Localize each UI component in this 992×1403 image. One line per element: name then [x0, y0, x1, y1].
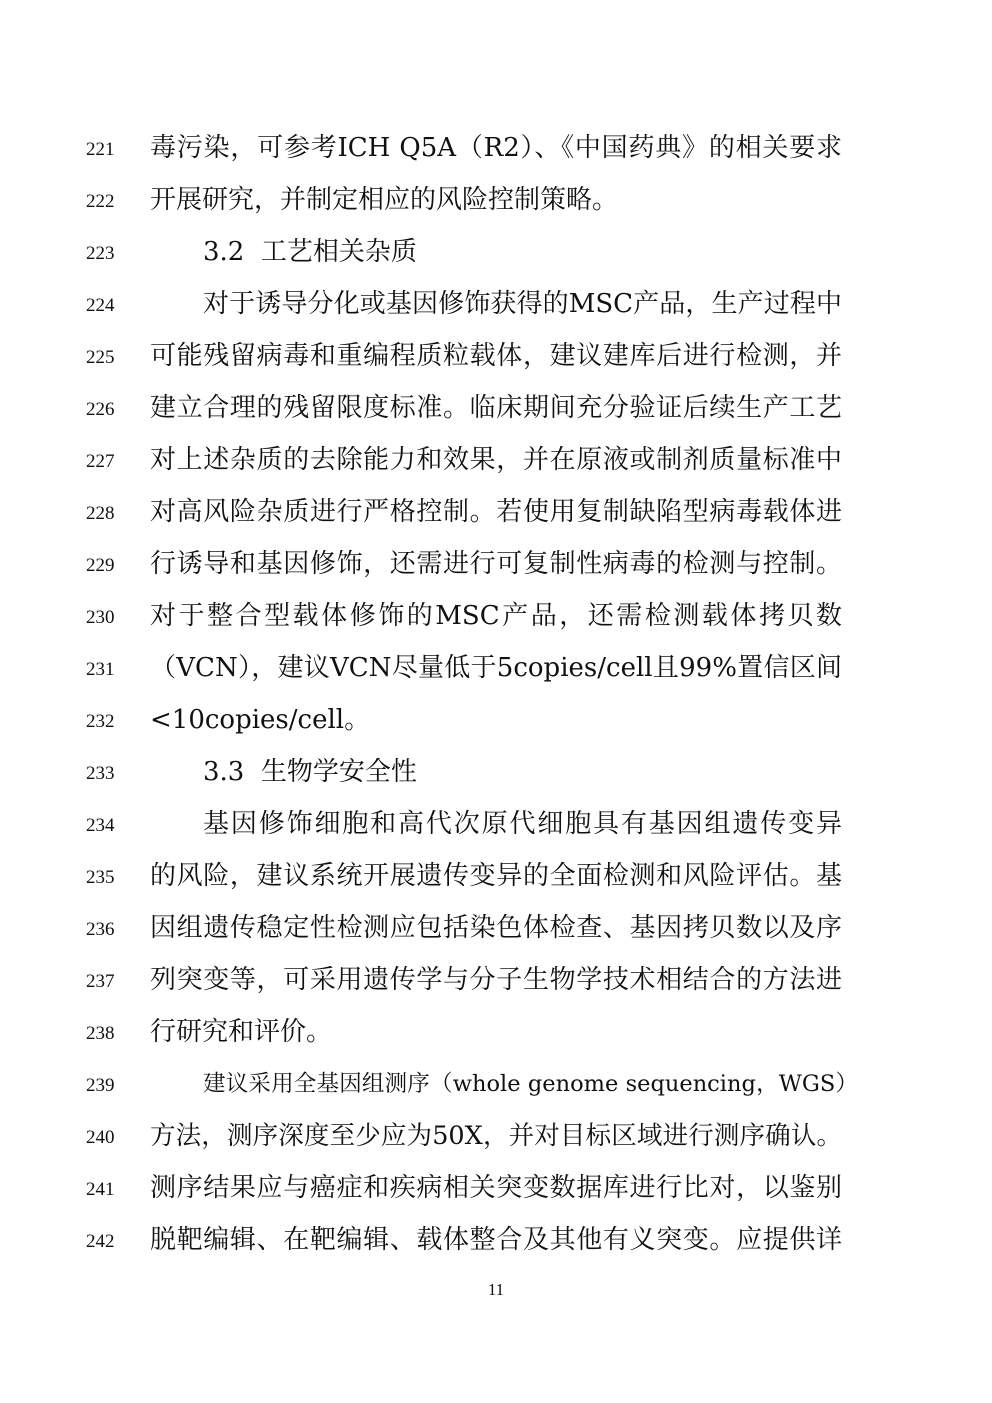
- line-number: 221: [86, 139, 115, 160]
- line-text: 对于整合型载体修饰的MSC产品，还需检测载体拷贝数: [150, 601, 842, 631]
- text-line: [0, 956, 992, 1008]
- line-number: 234: [86, 815, 115, 836]
- text-line: [0, 540, 992, 592]
- section-heading: 3.3 生物学安全性: [203, 757, 417, 787]
- line-text: 方法，测序深度至少应为50X，并对目标区域进行测序确认。: [150, 1121, 842, 1151]
- line-text: 建立合理的残留限度标准。临床期间充分验证后续生产工艺: [150, 393, 842, 423]
- section-heading-line: [0, 228, 992, 280]
- text-line: [0, 280, 992, 332]
- line-text: 毒污染，可参考ICH Q5A（R2）、《中国药典》的相关要求: [150, 133, 842, 163]
- text-line: [0, 1112, 992, 1164]
- line-number: 223: [86, 243, 115, 264]
- page-number: 11: [487, 1280, 505, 1299]
- line-text: （VCN），建议VCN尽量低于5copies/cell且99%置信区间: [150, 653, 842, 683]
- line-text: 可能残留病毒和重编程质粒载体，建议建库后进行检测，并: [150, 341, 842, 371]
- line-number: 229: [86, 555, 115, 576]
- text-line: [0, 1060, 992, 1112]
- line-text: 对上述杂质的去除能力和效果，并在原液或制剂质量标准中: [150, 445, 842, 475]
- line-text: 对于诱导分化或基因修饰获得的MSC产品，生产过程中: [203, 289, 842, 319]
- line-number: 225: [86, 347, 115, 368]
- line-number: 242: [86, 1231, 115, 1252]
- text-line: [0, 800, 992, 852]
- line-number: 230: [86, 607, 115, 628]
- line-text: 因组遗传稳定性检测应包括染色体检查、基因拷贝数以及序: [150, 913, 842, 943]
- line-number: 236: [86, 919, 115, 940]
- line-text: 行研究和评价。: [150, 1017, 333, 1047]
- text-line: [0, 852, 992, 904]
- text-line: [0, 1216, 992, 1268]
- line-number: 237: [86, 971, 115, 992]
- line-text: 建议采用全基因组测序（whole genome sequencing，WGS）: [203, 1071, 858, 1097]
- text-line: [0, 696, 992, 748]
- text-line: [0, 332, 992, 384]
- line-number: 222: [86, 191, 115, 212]
- line-number: 240: [86, 1127, 115, 1148]
- line-text: 行诱导和基因修饰，还需进行可复制性病毒的检测与控制。: [150, 549, 842, 579]
- line-number: 224: [86, 295, 115, 316]
- line-text: 脱靶编辑、在靶编辑、载体整合及其他有义突变。应提供详: [150, 1225, 842, 1255]
- section-heading-line: [0, 748, 992, 800]
- line-number: 235: [86, 867, 115, 888]
- text-line: [0, 592, 992, 644]
- line-text: 的风险，建议系统开展遗传变异的全面检测和风险评估。基: [150, 861, 842, 891]
- line-text: <10copies/cell。: [150, 705, 371, 735]
- line-text: 列突变等，可采用遗传学与分子生物学技术相结合的方法进: [150, 965, 842, 995]
- line-text: 测序结果应与癌症和疾病相关突变数据库进行比对，以鉴别: [150, 1173, 842, 1203]
- line-text: 开展研究，并制定相应的风险控制策略。: [150, 185, 619, 215]
- line-text: 基因修饰细胞和高代次原代细胞具有基因组遗传变异: [203, 809, 842, 839]
- line-number: 227: [86, 451, 115, 472]
- line-number: 231: [86, 659, 115, 680]
- text-line: [0, 436, 992, 488]
- text-line: [0, 488, 992, 540]
- text-line: [0, 1164, 992, 1216]
- line-number: 228: [86, 503, 115, 524]
- line-number: 241: [86, 1179, 115, 1200]
- line-number: 226: [86, 399, 115, 420]
- text-line: [0, 1008, 992, 1060]
- text-line: [0, 904, 992, 956]
- text-line: [0, 644, 992, 696]
- text-line: [0, 384, 992, 436]
- text-line: [0, 124, 992, 176]
- text-line: [0, 176, 992, 228]
- line-text: 对高风险杂质进行严格控制。若使用复制缺陷型病毒载体进: [150, 497, 842, 527]
- line-number: 238: [86, 1023, 115, 1044]
- section-heading: 3.2 工艺相关杂质: [203, 237, 417, 267]
- line-number: 232: [86, 711, 115, 732]
- line-number: 233: [86, 763, 115, 784]
- line-number: 239: [86, 1075, 115, 1096]
